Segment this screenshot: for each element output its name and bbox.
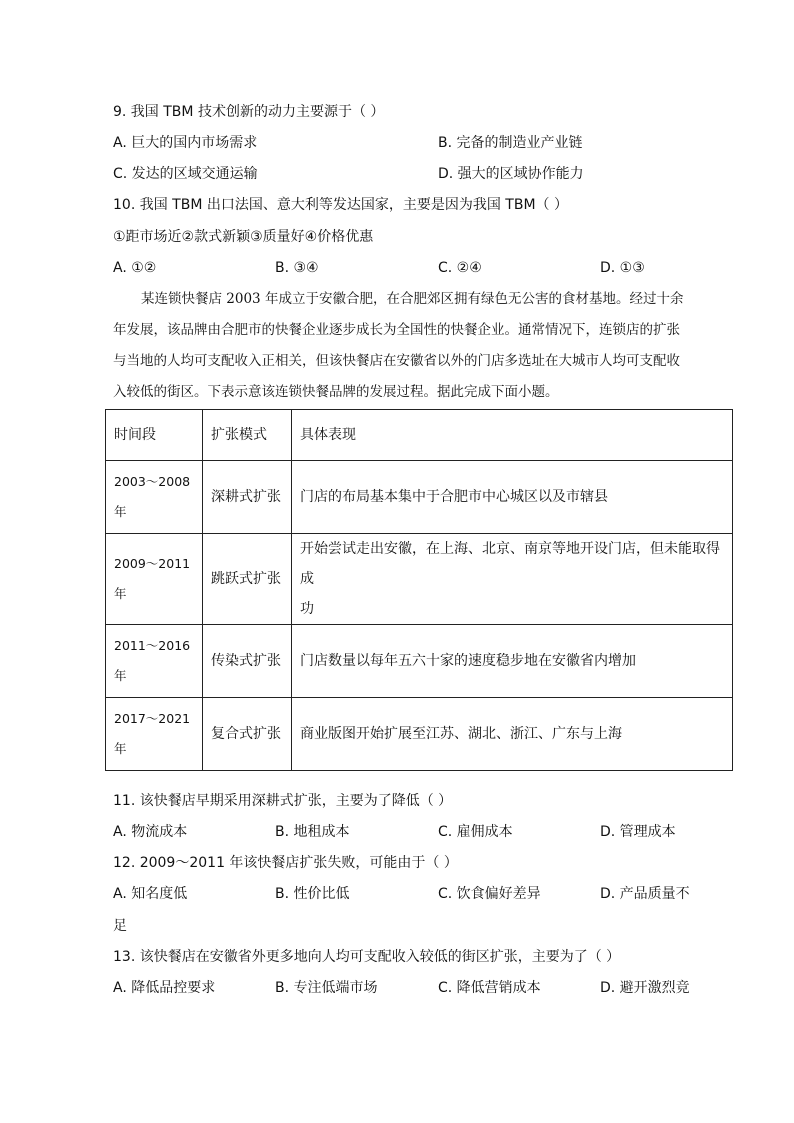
question-13-option-d: D. 避开激烈竞: [600, 980, 690, 996]
table-header-row: [106, 410, 733, 461]
question-10-option-d: D. ①③: [600, 260, 645, 276]
reading-passage: [113, 284, 733, 408]
question-10-option-b: B. ③④: [275, 260, 319, 276]
question-12-option-d: D. 产品质量不: [600, 886, 690, 902]
period-cell: 2003～2008 年: [106, 461, 203, 534]
expansion-table: [105, 409, 733, 771]
question-9-option-a: A. 巨大的国内市场需求: [113, 135, 258, 151]
passage-line: 某连锁快餐店 2003 年成立于安徽合肥，在合肥郊区拥有绿色无公害的食材基地。经过十余: [141, 291, 684, 307]
mode-cell: 跳跃式扩张: [203, 534, 292, 625]
mode-cell: 复合式扩张: [203, 698, 292, 771]
question-12-option-a: A. 知名度低: [113, 886, 188, 902]
question-9-stem: 9. 我国 TBM 技术创新的动力主要源于（ ）: [113, 104, 385, 120]
passage-line: 与当地的人均可支配收入正相关，但该快餐店在安徽省以外的门店多选址在大城市人均可支配收: [113, 353, 680, 369]
question-13-option-b: B. 专注低端市场: [275, 980, 378, 996]
question-12-option-d-wrap: 足: [113, 918, 127, 934]
table-row: [106, 461, 733, 534]
table-row: [106, 534, 733, 625]
detail-cell: 门店的布局基本集中于合肥市中心城区以及市辖县: [292, 461, 733, 534]
question-10-choices: ①距市场近②款式新颖③质量好④价格优惠: [113, 229, 374, 245]
question-11-option-b: B. 地租成本: [275, 824, 350, 840]
period-cell: 2017～2021 年: [106, 698, 203, 771]
question-13-option-c: C. 降低营销成本: [438, 980, 541, 996]
mode-cell: 深耕式扩张: [203, 461, 292, 534]
question-9-option-c: C. 发达的区域交通运输: [113, 166, 258, 182]
question-10-option-c: C. ②④: [438, 260, 482, 276]
header-detail: 具体表现: [292, 410, 733, 461]
question-11-option-d: D. 管理成本: [600, 824, 676, 840]
question-12-option-c: C. 饮食偏好差异: [438, 886, 541, 902]
question-9-option-b: B. 完备的制造业产业链: [438, 135, 583, 151]
question-13-stem: 13. 该快餐店在安徽省外更多地向人均可支配收入较低的街区扩张，主要为了（ ）: [113, 949, 621, 965]
mode-cell: 传染式扩张: [203, 625, 292, 698]
detail-cell: 开始尝试走出安徽，在上海、北京、南京等地开设门店，但未能取得成 功: [292, 534, 733, 625]
question-11-stem: 11. 该快餐店早期采用深耕式扩张，主要为了降低（ ）: [113, 793, 453, 809]
detail-cell: 门店数量以每年五六十家的速度稳步地在安徽省内增加: [292, 625, 733, 698]
header-period: 时间段: [106, 410, 203, 461]
period-cell: 2011～2016 年: [106, 625, 203, 698]
passage-line: 入较低的街区。下表示意该连锁快餐品牌的发展过程。据此完成下面小题。: [113, 384, 559, 400]
question-11-option-a: A. 物流成本: [113, 824, 188, 840]
question-10-option-a: A. ①②: [113, 260, 157, 276]
question-12-stem: 12. 2009～2011 年该快餐店扩张失败，可能由于（ ）: [113, 855, 458, 871]
passage-line: 年发展，该品牌由合肥市的快餐企业逐步成长为全国性的快餐企业。通常情况下，连锁店的扩张: [113, 322, 680, 338]
question-13-option-a: A. 降低品控要求: [113, 980, 216, 996]
question-10-stem: 10. 我国 TBM 出口法国、意大利等发达国家，主要是因为我国 TBM（ ）: [113, 197, 568, 213]
question-12-option-b: B. 性价比低: [275, 886, 350, 902]
table-row: [106, 625, 733, 698]
table-row: [106, 698, 733, 771]
header-mode: 扩张模式: [203, 410, 292, 461]
question-11-option-c: C. 雇佣成本: [438, 824, 513, 840]
detail-cell: 商业版图开始扩展至江苏、湖北、浙江、广东与上海: [292, 698, 733, 771]
question-9-option-d: D. 强大的区域协作能力: [438, 166, 584, 182]
period-cell: 2009～2011 年: [106, 534, 203, 625]
